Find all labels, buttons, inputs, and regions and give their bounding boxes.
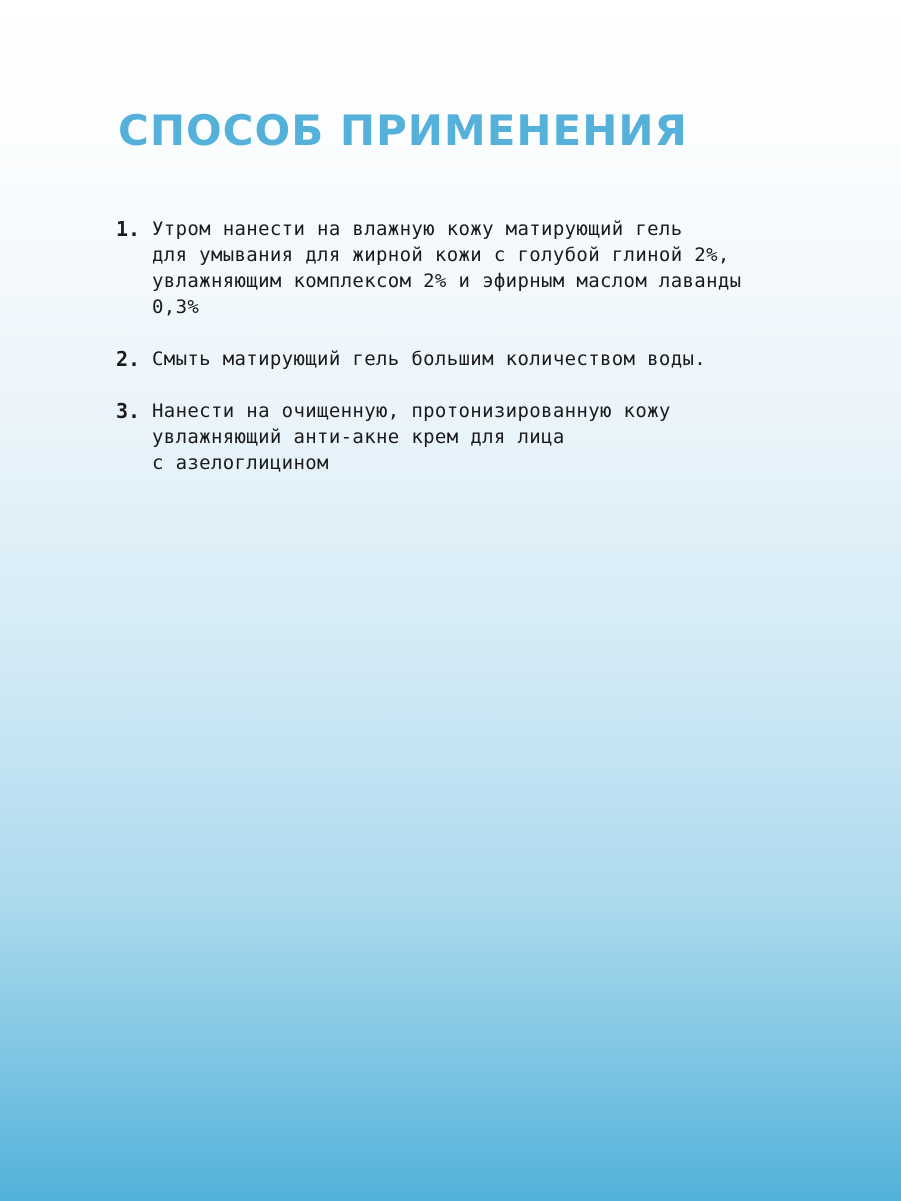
step-text: Смыть матирующий гель большим количеством воды. — [152, 348, 707, 370]
step-number: 3. — [116, 399, 141, 423]
step-text: Утром нанести на влажную кожу матирующий гель для умывания для жирной кожи с голубой глиной 2%, увлажняющим комплексом 2% и эфирным маслом лаванды 0,3% — [152, 218, 742, 318]
list-item — [116, 346, 836, 372]
list-item — [116, 216, 836, 320]
list-item — [116, 398, 836, 476]
step-text: Нанести на очищенную, протонизированную кожу увлажняющий анти-акне крем для лица с азелоглицином — [152, 400, 671, 474]
step-number: 1. — [116, 217, 141, 241]
step-number: 2. — [116, 347, 141, 371]
page-title: СПОСОБ ПРИМЕНЕНИЯ — [118, 106, 688, 155]
steps-list — [116, 216, 836, 502]
